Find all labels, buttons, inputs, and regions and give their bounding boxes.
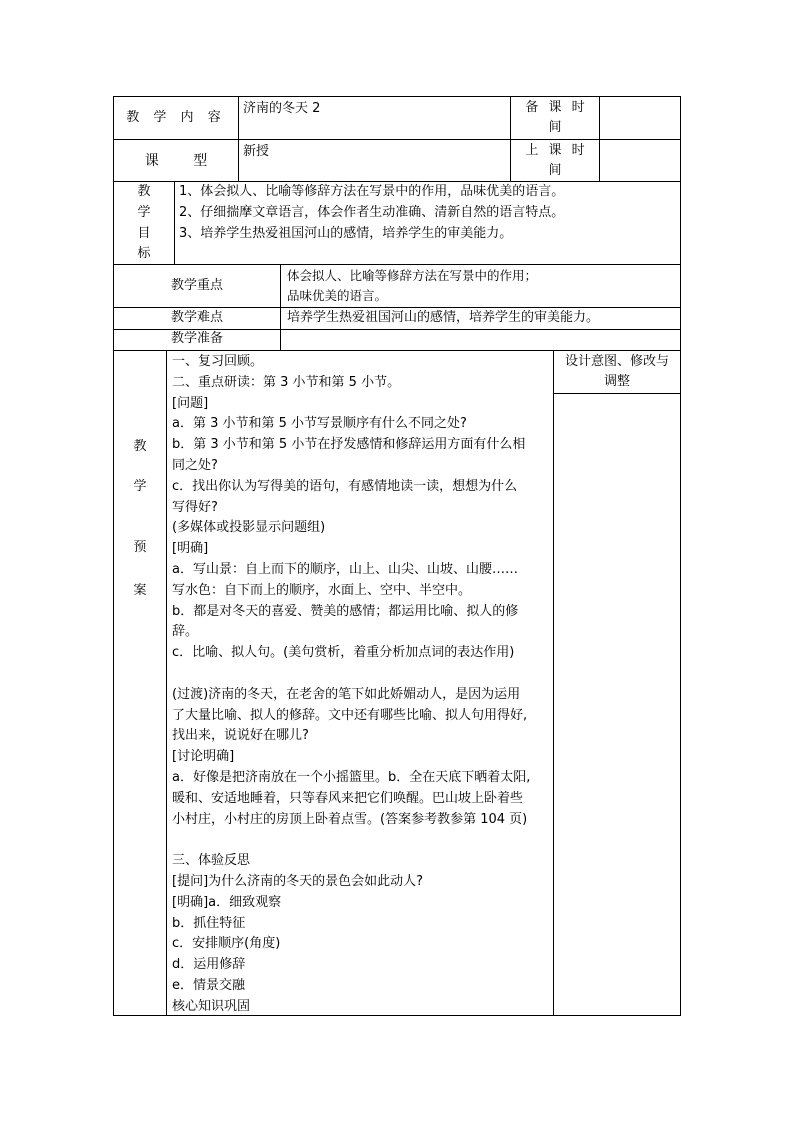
plan-line: b．第 3 小节和第 5 小节在抒发感情和修辞运用方面有什么相: [172, 437, 526, 453]
plan-label-char-2: 学: [133, 479, 147, 494]
key-points-label-cell: [113, 264, 281, 308]
side-note-line-2: 调整: [603, 374, 630, 389]
prep-time-label-cell: [510, 96, 600, 140]
plan-line: (多媒体或投影显示问题组): [172, 520, 326, 536]
difficulty-value: 培养学生热爱祖国河山的感情，培养学生的审美能力。: [287, 310, 600, 325]
content-value-cell: [238, 96, 511, 140]
plan-line: c．比喻、拟人句。(美句赏析，着重分析加点词的表达作用): [172, 645, 515, 661]
content-label: 教 学 内 容: [126, 110, 226, 125]
difficulty-label-cell: [113, 307, 281, 330]
content-label-cell: [113, 96, 239, 140]
preparation-label-cell: [113, 329, 281, 351]
type-label: 课 型: [144, 153, 208, 169]
type-value: 新授: [243, 144, 270, 159]
side-note-line-1: 设计意图、修改与: [564, 354, 669, 369]
preparation-label: 教学准备: [170, 331, 223, 346]
plan-label-char-4: 案: [133, 583, 147, 598]
key-points-line-2: 品味优美的语言。: [287, 288, 388, 303]
objectives-label-char-3: 目: [137, 226, 151, 241]
side-note-body-cell: [553, 393, 681, 1016]
plan-line: 了大量比喻、拟人的修辞。文中还有哪些比喻、拟人句用得好,: [172, 707, 528, 723]
plan-line: 写得好?: [172, 499, 218, 515]
plan-line: d．运用修辞: [172, 957, 246, 973]
type-value-cell: [238, 139, 511, 182]
plan-label-cell: [113, 350, 167, 1016]
plan-line: a．写山景：自上而下的顺序，山上、山尖、山坡、山腰……: [172, 562, 518, 577]
plan-line: c．安排顺序(角度): [172, 936, 281, 952]
content-value: 济南的冬天 2: [243, 101, 321, 116]
prep-time-label-line1: 备 课 时: [525, 100, 585, 115]
objectives-label-char-4: 标: [137, 246, 151, 261]
plan-line: 同之处?: [172, 458, 218, 473]
plan-line: b．都是对冬天的喜爱、赞美的感情；都运用比喻、拟人的修: [172, 603, 519, 619]
prep-time-label-line2: 间: [548, 120, 562, 135]
class-time-value-cell: [599, 139, 681, 182]
plan-line: a．第 3 小节和第 5 小节写景顺序有什么不同之处?: [172, 416, 467, 432]
class-time-label-line2: 间: [548, 163, 562, 178]
plan-line: 小村庄，小村庄的房顶上卧着点雪。(答案参考教参第 104 页): [172, 811, 528, 827]
side-note-header-cell: [553, 350, 681, 394]
plan-line: [问题]: [172, 395, 209, 411]
plan-line: 核心知识巩固: [172, 998, 251, 1014]
plan-content-cell: [166, 350, 554, 1016]
plan-line: 暖和、安适地睡着，只等春风来把它们唤醒。巴山坡上卧着些: [172, 790, 524, 806]
plan-line: [明确]: [172, 541, 209, 557]
plan-line: a．好像是把济南放在一个小摇篮里。b．全在天底下晒着太阳,: [172, 770, 531, 785]
difficulty-label: 教学难点: [170, 310, 223, 325]
plan-line: 辞。: [172, 624, 199, 640]
key-points-content-cell: [280, 264, 681, 308]
plan-label-char-1: 教: [133, 439, 147, 454]
objectives-label-cell: [113, 181, 175, 265]
objectives-content-cell: [174, 181, 681, 265]
key-points-line-1: 体会拟人、比喻等修辞方法在写景中的作用；: [287, 268, 538, 283]
objective-item-2: 2、仔细揣摩文章语言，体会作者生动准确、清新自然的语言特点。: [179, 205, 565, 220]
objectives-label-char-2: 学: [137, 205, 151, 220]
preparation-content-cell: [280, 329, 681, 351]
plan-line: 一、复习回顾。: [172, 354, 264, 369]
plan-line: e．情景交融: [172, 978, 245, 993]
plan-line: c．找出你认为写得美的语句，有感情地读一读，想想为什么: [172, 478, 518, 494]
objective-item-3: 3、培养学生热爱祖国河山的感情，培养学生的审美能力。: [179, 226, 513, 241]
class-time-label-line1: 上 课 时: [525, 143, 585, 158]
plan-line: 写水色：自下而上的顺序，水面上、空中、半空中。: [172, 582, 472, 598]
plan-line: [提问]为什么济南的冬天的景色会如此动人?: [172, 874, 424, 889]
plan-line: [明确]a．细致观察: [172, 894, 282, 910]
plan-line: 三、体验反思: [172, 853, 251, 869]
plan-line: [讨论明确]: [172, 749, 235, 765]
plan-line: b．抓住特征: [172, 915, 246, 931]
objective-item-1: 1、体会拟人、比喻等修辞方法在写景中的作用，品味优美的语言。: [179, 184, 565, 199]
key-points-label: 教学重点: [170, 278, 223, 293]
objectives-label-char-1: 教: [137, 184, 151, 199]
difficulty-content-cell: [280, 307, 681, 330]
type-label-cell: [113, 139, 239, 182]
class-time-label-cell: [510, 139, 600, 182]
plan-line: 二、重点研读：第 3 小节和第 5 小节。: [172, 374, 401, 390]
plan-line: (过渡)济南的冬天，在老舍的笔下如此娇媚动人，是因为运用: [172, 686, 521, 702]
prep-time-value-cell: [599, 96, 681, 140]
plan-label-char-3: 预: [133, 540, 147, 555]
plan-line: 找出来，说说好在哪儿?: [172, 728, 309, 744]
